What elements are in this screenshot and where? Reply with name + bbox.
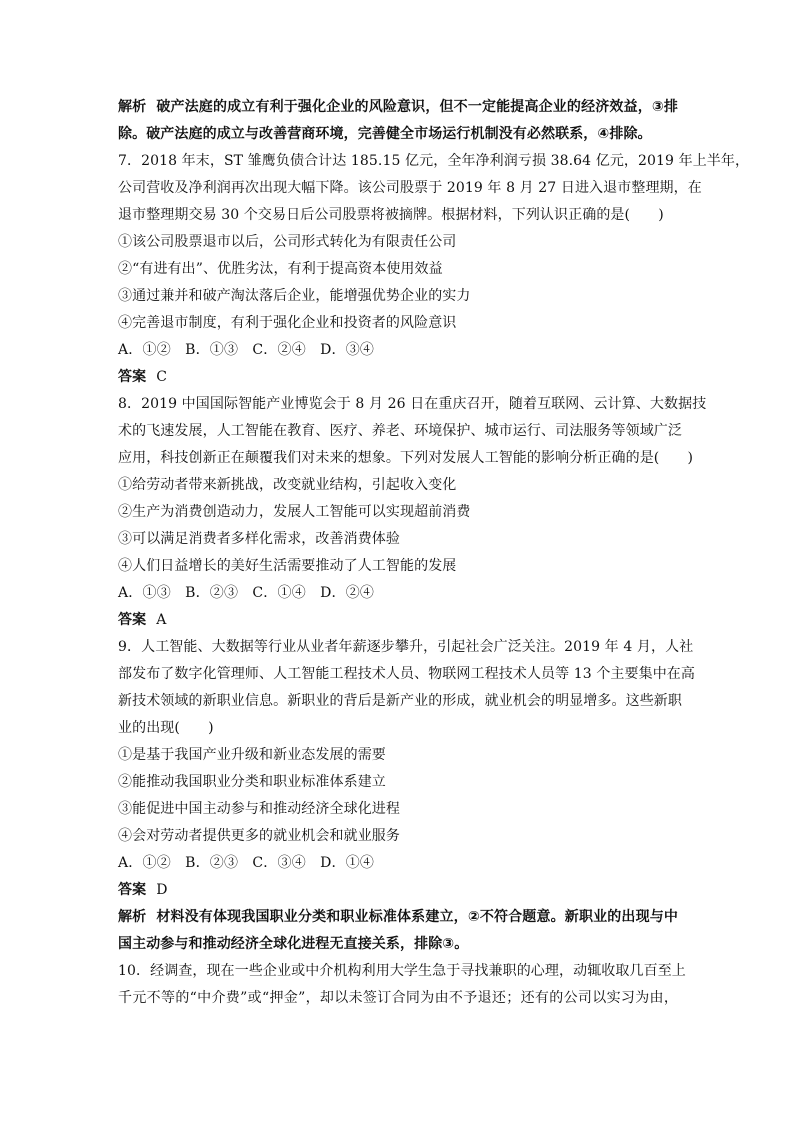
document-page (118, 94, 750, 1012)
q7-answer (118, 364, 678, 391)
q8-option-4: ④人们日益增长的美好生活需要推动了人工智能的发展 (118, 558, 457, 574)
q7-option-2: ②“有进有出”、优胜劣汰，有利于提高资本使用效益 (118, 261, 443, 277)
q10-stem-line-1: 10．经调查，现在一些企业或中介机构利用大学生急于寻找兼职的心理，动辄收取几百至上 (118, 963, 686, 979)
q9-stem-line-1: 9．人工智能、大数据等行业从业者年薪逐步攀升，引起社会广泛关注。2019 年 4 月，人社 (118, 639, 694, 655)
analysis-top-line-2: 除。破产法庭的成立与改善营商环境，完善健全市场运行机制没有必然联系，④排除。 (118, 126, 652, 142)
q9-option-2: ②能推动我国职业分类和职业标准体系建立 (118, 774, 386, 790)
q7-stem-line-2: 公司营收及净利润再次出现大幅下降。该公司股票于 2019 年 8 月 27 日进入退市整理期，在 (118, 180, 702, 196)
q8-option-1: ①给劳动者带来新挑战，改变就业结构，引起收入变化 (118, 477, 457, 493)
q7-answer-value: C (156, 369, 168, 385)
q9-analysis-line-2: 国主动参与和推动经济全球化进程无直接关系，排除③。 (118, 936, 469, 952)
q7-stem-line-3: 退市整理期交易 30 个交易日后公司股票将被摘牌。根据材料，下列认识正确的是( ) (118, 207, 664, 223)
q9-analysis-label: 解析 (118, 909, 147, 925)
q8-answer-value: A (156, 612, 167, 628)
q9-stem-line-3: 新技术领域的新职业信息。新职业的背后是新产业的形成，就业机会的明显增多。这些新职 (118, 693, 682, 709)
q7-stem-line-1: 7．2018 年末，ST 雏鹰负债合计达 185.15 亿元，全年净利润亏损 38.64 亿元，2019 年上半年， (118, 153, 750, 169)
q10-stem-line-2: 千元不等的“中介费”或“押金”，却以未签订合同为由不予退还；还有的公司以实习为由， (118, 990, 678, 1006)
q8-option-2: ②生产为消费创造动力，发展人工智能可以实现超前消费 (118, 504, 471, 520)
q9-stem-line-4: 业的出现( ) (118, 720, 214, 736)
q9-answer-label: 答案 (118, 882, 147, 898)
analysis-top-line-1: 解析 破产法庭的成立有利于强化企业的风险意识，但不一定能提高企业的经济效益，③排 (118, 99, 678, 115)
q9-option-3: ③能促进中国主动参与和推动经济全球化进程 (118, 801, 400, 817)
q9-option-1: ①是基于我国产业升级和新业态发展的需要 (118, 747, 386, 763)
q8-stem-line-3: 应用，科技创新正在颠覆我们对未来的想象。下列对发展人工智能的影响分析正确的是( ) (118, 450, 694, 466)
q8-answer (118, 607, 678, 634)
q7-option-4: ④完善退市制度，有利于强化企业和投资者的风险意识 (118, 315, 457, 331)
q7-option-3: ③通过兼并和破产淘汰落后企业，能增强优势企业的实力 (118, 288, 471, 304)
q7-choices: A．①② B．①③ C．②④ D．③④ (118, 342, 375, 358)
q9-option-4: ④会对劳动者提供更多的就业机会和就业服务 (118, 828, 400, 844)
q9-choices: A．①② B．②③ C．③④ D．①④ (118, 855, 375, 871)
q8-stem-line-2: 术的飞速发展，人工智能在教育、医疗、养老、环境保护、城市运行、司法服务等领域广泛 (118, 423, 682, 439)
q9-stem-line-2: 部发布了数字化管理师、人工智能工程技术人员、物联网工程技术人员等 13 个主要集中在高 (118, 666, 696, 682)
q9-answer-value: D (156, 882, 168, 898)
q7-answer-label: 答案 (118, 369, 147, 385)
q7-option-1: ①该公司股票退市以后，公司形式转化为有限责任公司 (118, 234, 457, 250)
q9-analysis-line-1: 解析 材料没有体现我国职业分类和职业标准体系建立，②不符合题意。新职业的出现与中 (118, 909, 678, 925)
q8-option-3: ③可以满足消费者多样化需求，改善消费体验 (118, 531, 400, 547)
q8-choices: A．①③ B．②③ C．①④ D．②④ (118, 585, 375, 601)
analysis-label: 解析 (118, 99, 147, 115)
q8-stem-line-1: 8．2019 中国国际智能产业博览会于 8 月 26 日在重庆召开，随着互联网、云计算、大数据技 (118, 396, 707, 412)
q8-answer-label: 答案 (118, 612, 147, 628)
q9-answer (118, 877, 678, 904)
